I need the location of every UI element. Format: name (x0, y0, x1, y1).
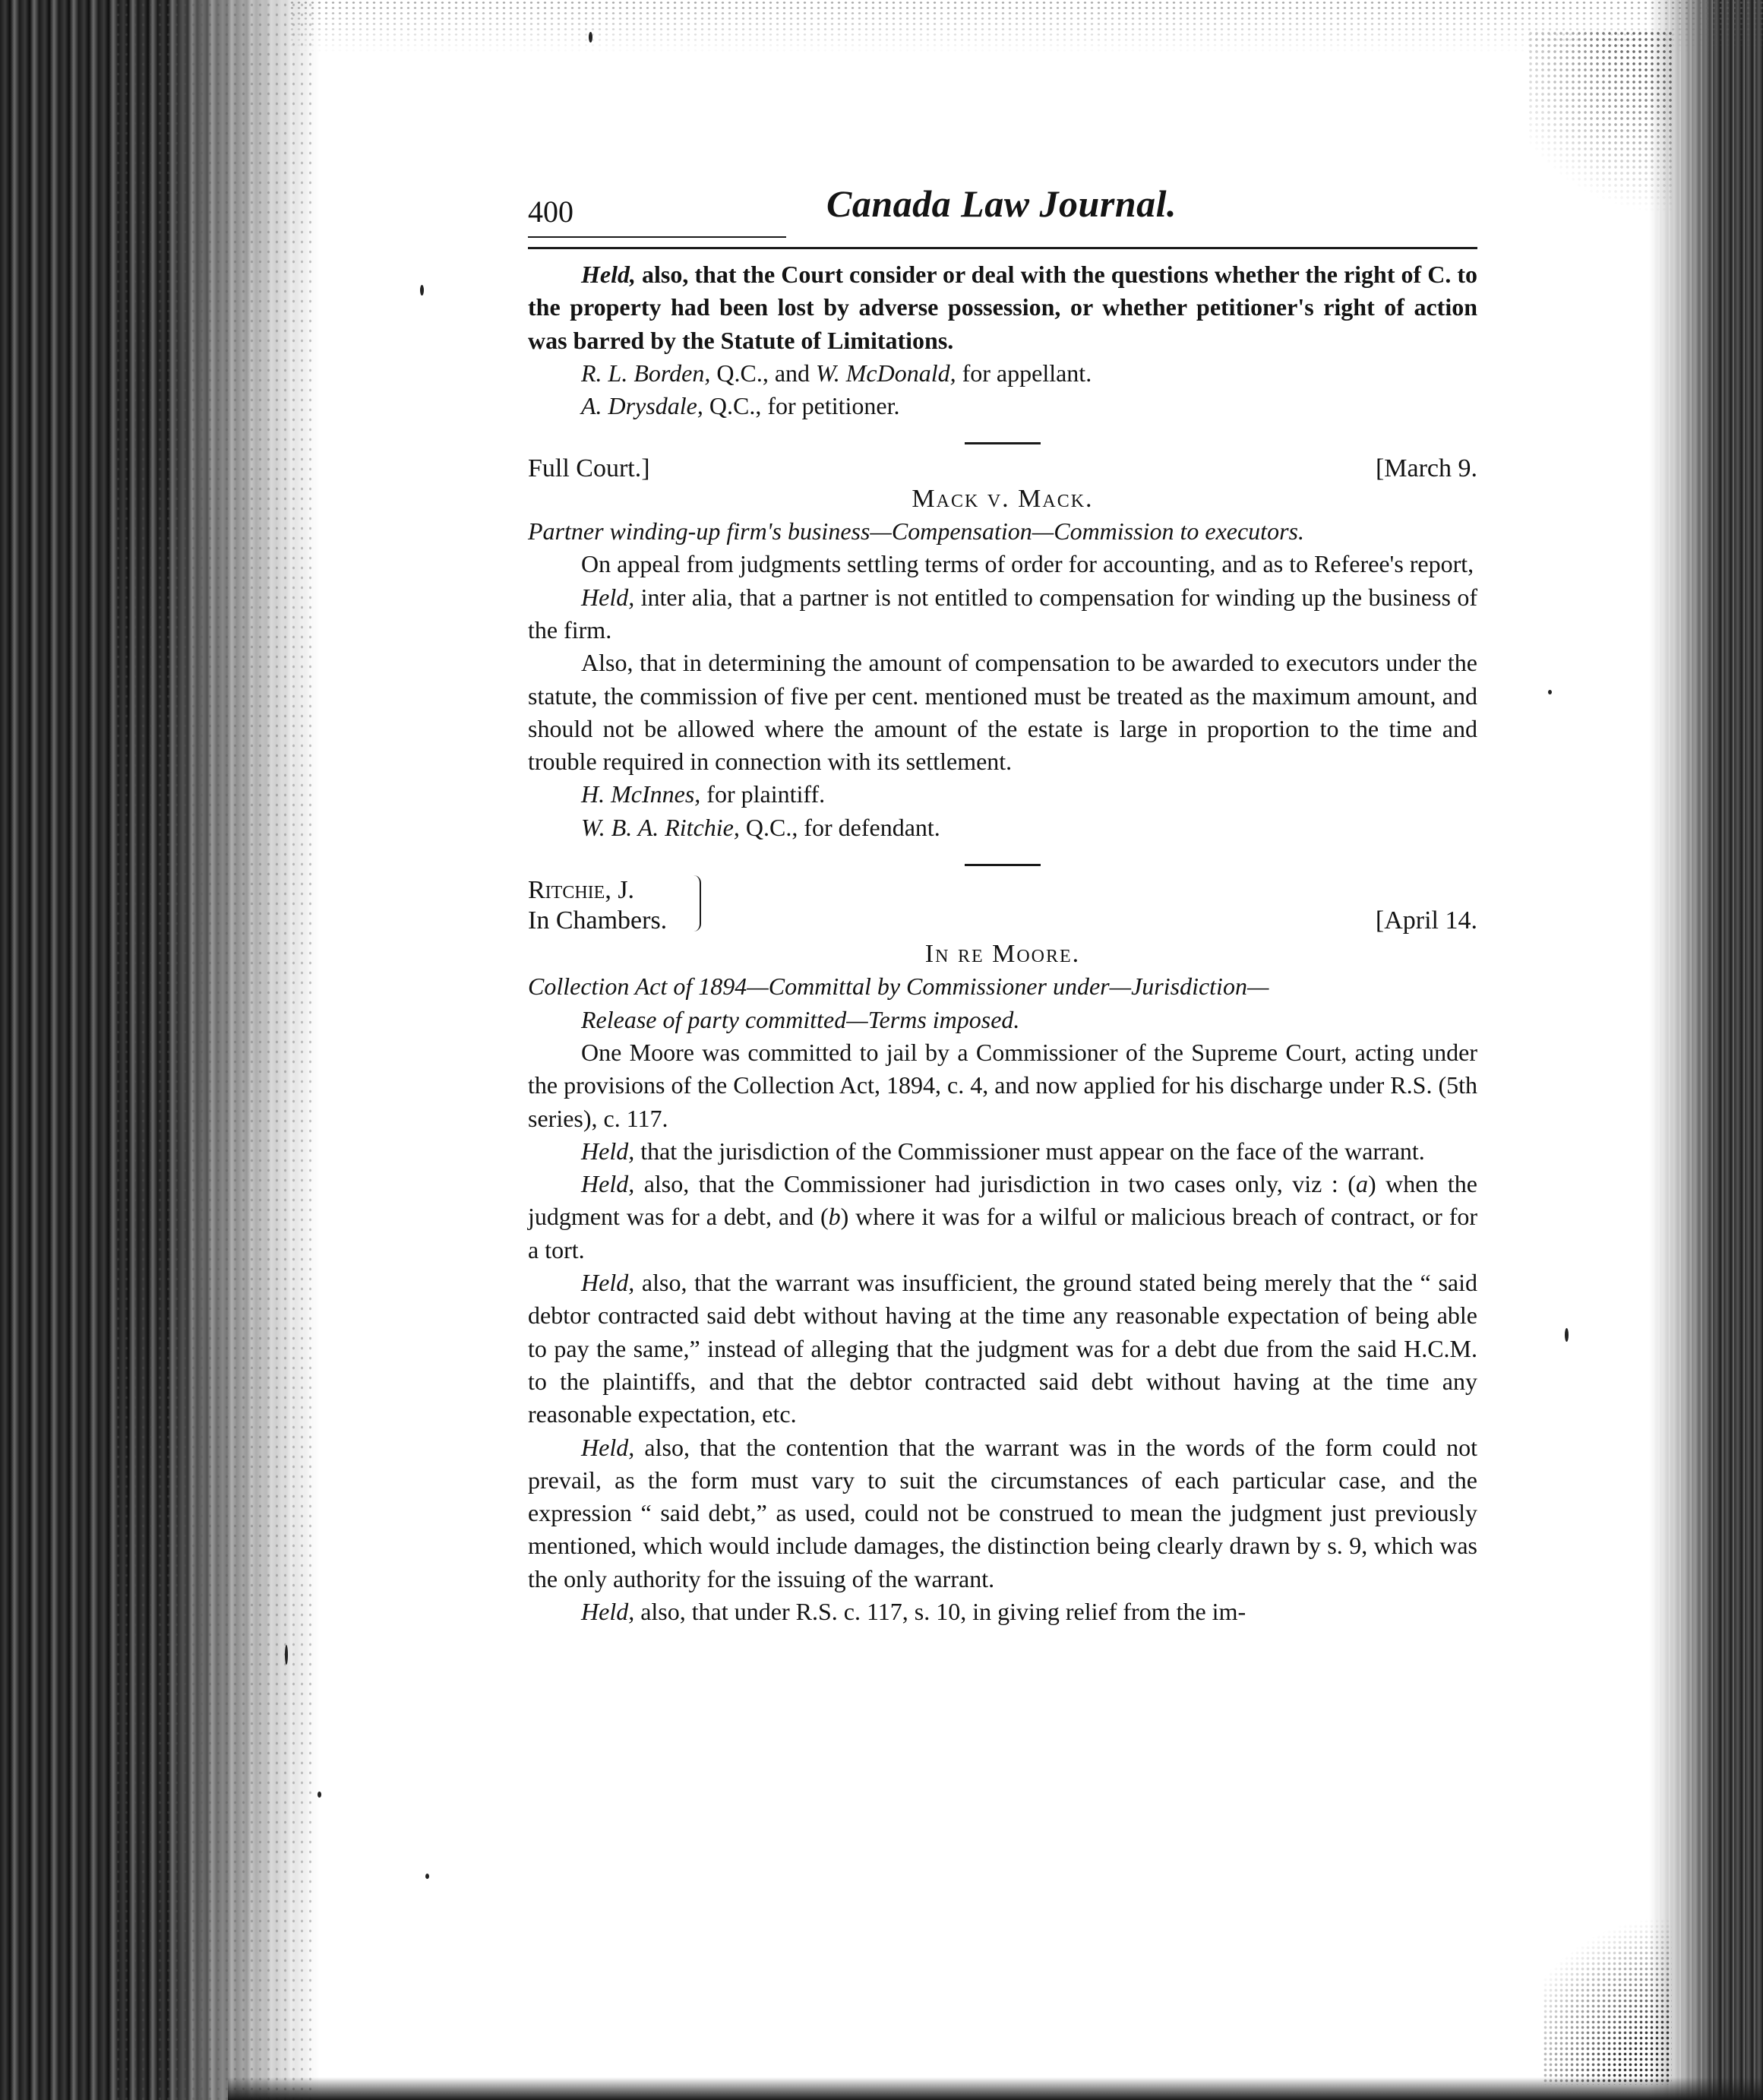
journal-title: Canada Law Journal. (826, 182, 1177, 225)
clause-letter: a (1355, 1170, 1368, 1198)
held-text: ) when the judgment was for a debt, and ( (528, 1170, 1478, 1231)
counsel-role: Q.C., for petitioner. (703, 392, 900, 420)
held-text: also, that the Commissioner had jurisdiction in two cases only, viz : ( (634, 1170, 1356, 1198)
case-headnote: Partner winding-up firm's business—Compensation—Commission to executors. (528, 517, 1304, 546)
counsel-line (528, 811, 1477, 844)
counsel-line (528, 778, 1477, 811)
section-divider (965, 864, 1041, 866)
held-word: Held, (581, 1597, 635, 1625)
scan-speck (425, 1874, 429, 1879)
case-headnote-continued: Release of party committed—Terms imposed. (581, 1005, 1020, 1033)
counsel-text: Q.C., and (710, 359, 817, 387)
scan-speck (1548, 690, 1552, 694)
case-title: In re Moore. (924, 940, 1081, 969)
scan-speck (285, 1645, 288, 1665)
scan-speck (589, 32, 592, 43)
held-text: ) where it was for a wilful or malicious breach of contract, or for a tort. (528, 1203, 1478, 1263)
bench-line (528, 874, 1477, 941)
journal-page (528, 182, 1478, 1628)
counsel-name: A. Drysdale, (581, 392, 703, 420)
held-paragraph (528, 1135, 1477, 1168)
counsel-name: H. McInnes, (581, 780, 701, 808)
header-left-rule (528, 236, 786, 238)
case-paragraph: Also, that in determining the amount of compensation to be awarded to executors under the statute, the commission of five per cent. mentioned must be treated as the maximum amount, and should not be allowed where the amount of the estate is large in proportion to the time and trouble required in connection with its settlement. (528, 649, 1477, 776)
counsel-role: for plaintiff. (700, 780, 826, 808)
held-text: inter alia, that a partner is not entitled to compensation for winding up the business of the firm. (528, 583, 1477, 644)
held-text: also, that under R.S. c. 117, s. 10, in giving relief from the im- (634, 1597, 1246, 1625)
counsel-role: Q.C., for defendant. (739, 813, 940, 841)
page-number: 400 (528, 195, 573, 229)
court-name: Full Court.] (528, 454, 650, 483)
held-paragraph (528, 1596, 1477, 1628)
held-paragraph (528, 1267, 1477, 1431)
held-word: Held, (581, 1269, 635, 1297)
decision-date: [March 9. (1375, 454, 1477, 483)
scan-speck (318, 1792, 321, 1798)
scan-bottom-edge (228, 2077, 1763, 2100)
held-word: Held, (581, 261, 636, 288)
scan-right-edge (1649, 0, 1763, 2100)
case-paragraph: On appeal from judgments settling terms of order for accounting, and as to Referee's report, (581, 550, 1474, 578)
page-body (528, 258, 1477, 1628)
case-title: Mack v. Mack. (912, 484, 1094, 513)
held-paragraph (528, 258, 1477, 357)
counsel-line (528, 390, 1477, 422)
counsel-name: W. B. A. Ritchie, (581, 813, 740, 841)
held-word: Held, (581, 1433, 635, 1461)
held-word: Held, (581, 1137, 635, 1165)
held-word: Held, (581, 1170, 635, 1198)
counsel-name: R. L. Borden, (581, 359, 711, 387)
held-text: that the jurisdiction of the Commissioner must appear on the face of the warrant. (634, 1137, 1425, 1165)
clause-letter: b (828, 1203, 841, 1231)
held-text: also, that the Court consider or deal with the questions whether the right of C. to the property had been lost by adverse possession, or whether petitioner's right of action was barred by the Statute of Limitations. (528, 261, 1477, 354)
case-headnote: Collection Act of 1894—Committal by Commissioner under—Jurisdiction— (528, 973, 1269, 1001)
scan-speck (420, 285, 424, 296)
page-header (528, 182, 1477, 249)
counsel-line (528, 357, 1477, 390)
held-text: also, that the warrant was insufficient, the ground stated being merely that the “ said debtor contracted said debt without having at the time any reasonable expectation of being able to pay the same,” instead of alleging that the judgment was for a debt due from the said H.C.M. to the plaintiffs, and that the debtor contracted said debt without having at the time any reasonable expectation, etc. (528, 1269, 1477, 1428)
scan-corner-top-right (1528, 30, 1672, 228)
scan-speck (1565, 1328, 1569, 1342)
counsel-name: W. McDonald, (816, 359, 956, 387)
section-divider (965, 442, 1041, 444)
counsel-role: for appellant. (956, 359, 1092, 387)
chambers-label: In Chambers. (528, 906, 668, 935)
bench-brace (690, 875, 701, 931)
scan-left-noise (114, 0, 311, 2100)
held-paragraph (528, 1431, 1477, 1596)
court-line (528, 452, 1477, 485)
scan-corner-bottom-right (1543, 1902, 1672, 2085)
judge-name: Ritchie, J. (528, 876, 635, 905)
held-paragraph (528, 1168, 1477, 1267)
held-word: Held, (581, 583, 635, 611)
decision-date: [April 14. (1375, 906, 1477, 935)
held-paragraph (528, 581, 1477, 647)
held-text: also, that the contention that the warrant was in the words of the form could not prevail, as the form must vary to suit the circumstances of each particular case, and the expression “ said debt,” as used, could not be construed to mean the judgment just previously mentioned, which would include damages, the distinction being clearly drawn by s. 9, which was the only authority for the issuing of the warrant. (528, 1433, 1477, 1592)
case-paragraph: One Moore was committed to jail by a Commissioner of the Supreme Court, acting under the provisions of the Collection Act, 1894, c. 4, and now applied for his discharge under R.S. (5th series), c. 117. (528, 1038, 1477, 1132)
